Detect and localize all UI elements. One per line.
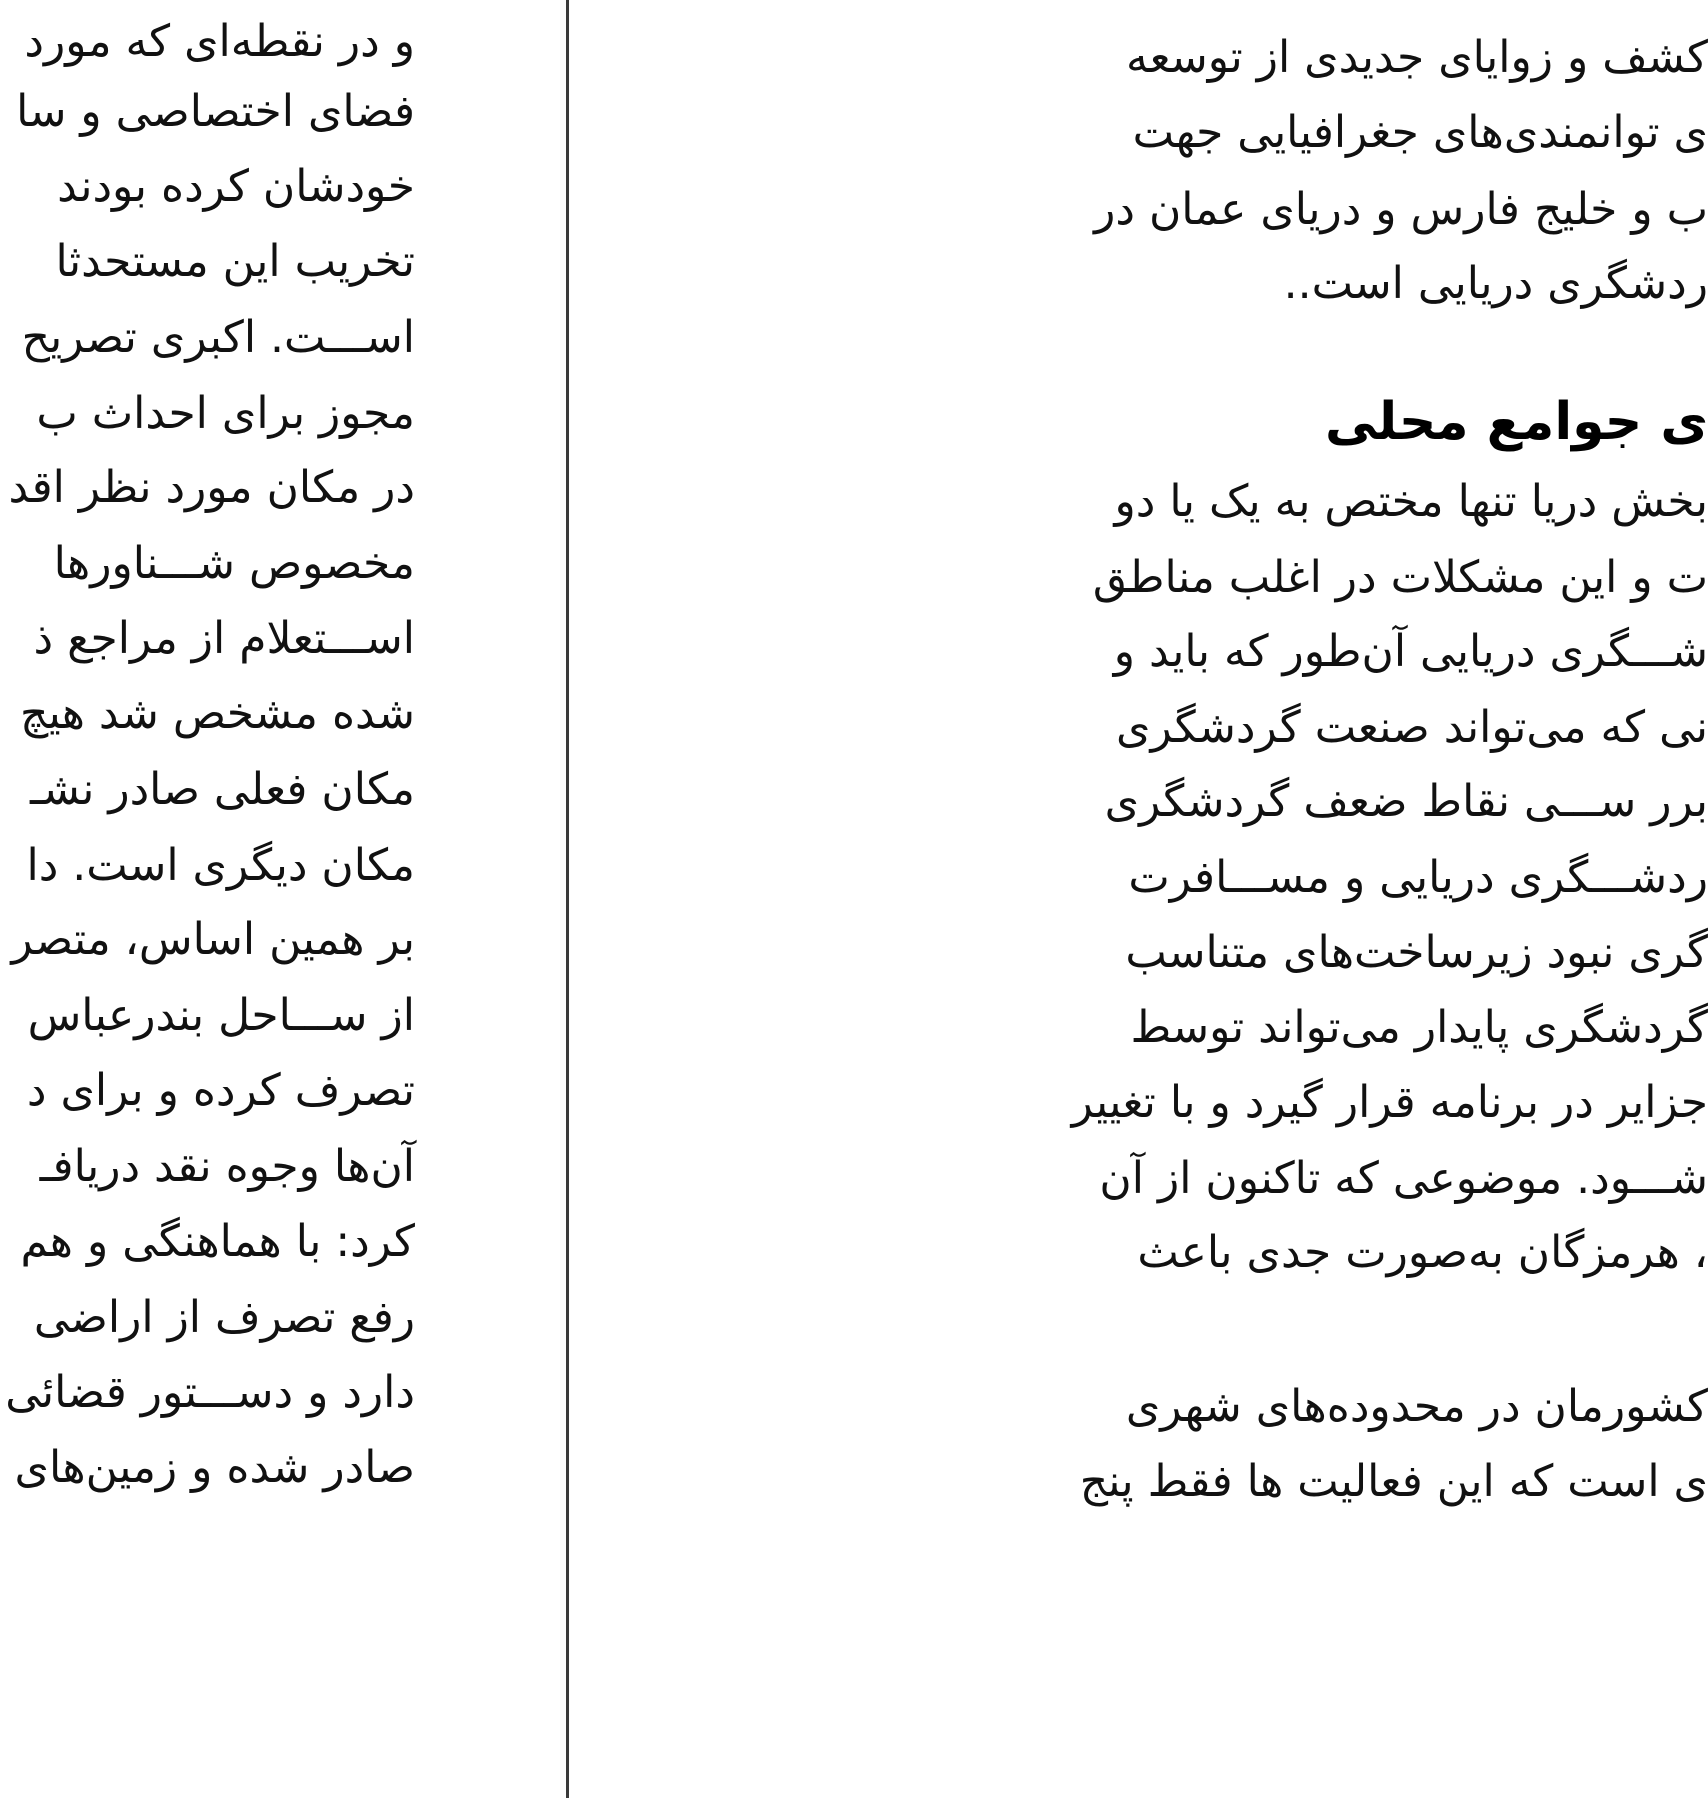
right-body-line-3: شـــگری دریایی آن‌طور که باید و <box>1113 626 1708 677</box>
right-top-line-2: ی توانمندی‌های جغرافیایی جهت <box>1132 107 1708 158</box>
left-line-20: صادر شده و زمین‌های <box>14 1442 415 1493</box>
right-body-line-4: نی که می‌تواند صنعت گردشگری <box>1116 702 1708 753</box>
right-bottom-line-2: ی است که این فعالیت ها فقط پنج <box>1079 1456 1708 1507</box>
section-heading: ی جوامع محلی <box>1325 392 1708 452</box>
right-top-line-4: ردشگری دریایی است.. <box>1283 258 1708 309</box>
right-body-line-6: ردشـــگری دریایی و مســـافرت <box>1128 852 1708 903</box>
right-body-line-10: شـــود. موضوعی که تاکنون از آن <box>1099 1153 1708 1204</box>
right-top-line-3: ب و خلیج فارس و دریای عمان در <box>1094 184 1708 235</box>
right-body-line-9: جزایر در برنامه قرار گیرد و با تغییر <box>1071 1077 1708 1128</box>
left-line-13: بر همین اساس، متصر <box>11 914 415 965</box>
right-body-line-2: ت و این مشکلات در اغلب مناطق <box>1092 552 1708 603</box>
right-bottom-line-1: کشورمان در محدوده‌های شهری <box>1125 1381 1708 1432</box>
left-line-9: اســـتعلام از مراجع ذ <box>33 613 415 664</box>
right-top-line-1: کشف و زوایای جدیدی از توسعه <box>1126 32 1708 83</box>
right-body-line-7: گری نبود زیرساخت‌های متناسب <box>1125 927 1708 978</box>
left-line-14: از ســـاحل بندرعباس <box>27 990 415 1041</box>
left-line-5: اســـت. اکبری تصریح <box>21 312 415 363</box>
left-line-2: فضای اختصاصی و سا <box>16 86 415 137</box>
left-line-16: آن‌ها وجوه نقد دریافـ <box>39 1141 415 1192</box>
right-body-line-11: ، هرمزگان به‌صورت جدی باعث <box>1137 1227 1708 1278</box>
left-line-4: تخریب این مستحدثا <box>55 236 415 287</box>
left-line-17: کرد: با هماهنگی و هم <box>20 1216 415 1267</box>
right-body-line-1: بخش دریا تنها مختص به یک یا دو <box>1114 476 1708 527</box>
left-line-15: تصرف کرده و برای د <box>26 1065 415 1116</box>
right-body-line-8: گردشگری پایدار می‌تواند توسط <box>1130 1002 1708 1053</box>
left-line-11: مکان فعلی صادر نشـ <box>29 764 415 815</box>
left-line-18: رفع تصرف از اراضی <box>33 1292 415 1343</box>
left-line-3: خودشان کرده بودند <box>57 161 415 212</box>
right-body-line-5: برر ســـی نقاط ضعف گردشگری <box>1104 776 1708 827</box>
left-line-6: مجوز برای احداث ب <box>36 388 415 439</box>
left-line-1: و در نقطه‌ای که مورد <box>24 16 415 67</box>
left-line-12: مکان دیگری است. دا <box>26 840 415 891</box>
column-divider <box>566 0 569 1798</box>
left-line-7: در مکان مورد نظر اقد <box>8 462 415 513</box>
left-line-10: شده مشخص شد هیچ <box>20 688 415 739</box>
left-line-19: دارد و دســـتور قضائی <box>5 1367 415 1418</box>
left-line-8: مخصوص شـــناورها <box>53 538 415 589</box>
